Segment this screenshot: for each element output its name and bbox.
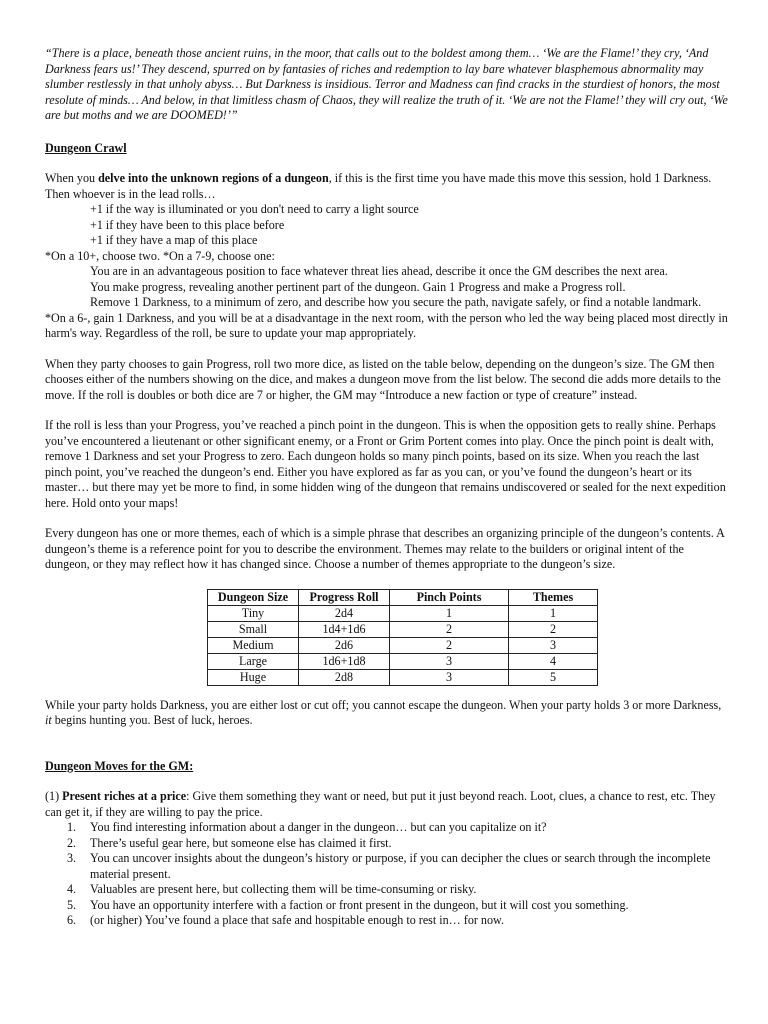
list-item-number: 5. [67, 897, 77, 912]
pinch-point-paragraph: If the roll is less than your Progress, you’ve reached a pinch point in the dungeon. This is when the opposition gets to really shine. Perhaps you’ve encountered a lieutenant or other significant enemy, or a Front or Grim Portent comes into play. Once the pinch point is dealt with, remove 1 Darkness and set your Progress to zero. Each dungeon holds so many pinch points, based on its size. When you reach the last pinch point, you’ve reached the dungeon’s end. Either you have explored as far as you can, or you’ve found the dungeon’s heart or its master… but there may yet be more to find, in some hidden wing of the dungeon that remains undiscovered or sealed for the next expedition here. Hold onto your maps! [45, 418, 726, 510]
column-header: Progress Roll [299, 589, 390, 605]
darkness-post: begins hunting you. Best of luck, heroes. [51, 713, 253, 727]
roll-bonus-item: +1 if the way is illuminated or you don't need to carry a light source [90, 202, 419, 216]
table-cell: Tiny [208, 605, 299, 621]
table-cell: 1d6+1d8 [299, 653, 390, 669]
table-cell: 4 [509, 653, 598, 669]
failure-result-paragraph: *On a 6-, gain 1 Darkness, and you will be at a disadvantage in the next room, with the person who led the way being placed most directly in harm's way. Regardless of the roll, be sure to update your map appropriately. [45, 310, 728, 340]
table-cell: Large [208, 653, 299, 669]
table-cell: 2d4 [299, 605, 390, 621]
table-cell: Medium [208, 637, 299, 653]
table-cell: Huge [208, 669, 299, 685]
darkness-it: it [45, 713, 52, 727]
table-cell: 2d8 [299, 669, 390, 685]
list-item [45, 913, 728, 929]
table-row [208, 621, 598, 637]
choice-item: You make progress, revealing another pertinent part of the dungeon. Gain 1 Progress and make a Progress roll. [90, 279, 626, 294]
section-heading-dungeon-crawl: Dungeon Crawl [45, 140, 127, 155]
table-row [208, 669, 598, 685]
gm-move-number: (1) [45, 789, 63, 803]
dungeon-size-table [207, 589, 598, 686]
list-item-text: Valuables are present here, but collecting them will be time-consuming or risky. [90, 882, 477, 896]
darkness-pre: While your party holds Darkness, you are either lost or cut off; you cannot escape the dungeon. When your party holds 3 or more Darkness, [45, 697, 722, 712]
table-row [208, 637, 598, 653]
list-item-text: (or higher) You’ve found a place that safe and hospitable enough to rest in… for now. [90, 913, 504, 927]
list-item [45, 851, 728, 882]
table-cell: 2 [509, 621, 598, 637]
table-cell: 3 [390, 653, 509, 669]
table-cell: 3 [390, 669, 509, 685]
table-cell: 2 [390, 621, 509, 637]
progress-paragraph: When they party chooses to gain Progress, roll two more dice, as listed on the table below, depending on the dungeon’s size. The GM then chooses either of the numbers showing on the dice, and makes a dungeon move from the list below. The second die adds more details to the move. If the roll is doubles or both dice are 7 or higher, the GM may “Introduce a new faction or type of creature” instead. [45, 356, 721, 402]
move-trigger-pre: When you [45, 171, 99, 185]
choice-item: Remove 1 Darkness, to a minimum of zero, and describe how you secure the path, navigate safely, or find a notable landmark. [90, 295, 702, 309]
gm-move-title: Present riches at a price [62, 789, 187, 803]
table-cell: 5 [509, 669, 598, 685]
roll-bonus-item: +1 if they have been to this place before [90, 217, 285, 232]
list-item-number: 4. [67, 882, 77, 896]
table-row [208, 653, 598, 669]
table-cell: Small [208, 621, 299, 637]
intro-quote: “There is a place, beneath those ancient ruins, in the moor, that calls out to the boldest among them… ‘We are the Flame!’ they cry, ‘And Darkness fears us!’ They descend, spurred on by fantasies of riches and redemption to lay bare whatever blasphemous abnormality may slumber restlessly in that unholy abyss… But Darkness is insidious. Terror and Madness can find cracks in the sturdiest of honors, the most resolute of minds… And below, in that limitless chasm of Chaos, they will realize the truth of it. ‘We are not the Flame!’ they will cry out, ‘We are but moths and we are DOOMED!’” [45, 46, 728, 122]
list-item-number: 2. [67, 835, 77, 850]
list-item-text: There’s useful gear here, but someone else has claimed it first. [90, 835, 392, 850]
list-item-number: 3. [67, 851, 77, 865]
column-header: Pinch Points [390, 589, 509, 605]
gm-move-paragraph [45, 789, 728, 820]
column-header: Themes [509, 589, 598, 605]
section-heading-gm-moves: Dungeon Moves for the GM: [45, 758, 194, 773]
column-header: Dungeon Size [208, 589, 299, 605]
table-cell: 2d6 [299, 637, 390, 653]
list-item-text: You have an opportunity interfere with a faction or front present in the dungeon, but it will cost you something. [90, 897, 629, 912]
table-cell: 3 [509, 637, 598, 653]
move-trigger-bold: delve into the unknown regions of a dungeon [98, 171, 329, 185]
list-item [45, 836, 728, 852]
list-item-number: 1. [67, 820, 77, 834]
list-item [45, 898, 728, 914]
table-header-row [208, 589, 598, 605]
roll-bonus-item: +1 if they have a map of this place [90, 233, 258, 247]
table-cell: 1 [509, 605, 598, 621]
themes-paragraph: Every dungeon has one or more themes, each of which is a simple phrase that describes an organizing principle of the dungeon’s contents. A dungeon’s theme is a reference point for you to describe the environment. Themes may relate to the builders or original intent of the dungeon, or they may reflect how it has changed since. Choose a number of themes appropriate to the dungeon’s size. [45, 526, 725, 571]
move-trigger-paragraph [45, 171, 728, 202]
list-item-text: You can uncover insights about the dungeon’s history or purpose, if you can decipher the clues or search through the incomplete material present. [90, 851, 711, 881]
gm-move-description: : Give them something they want or need, but put it just beyond reach. Loot, clues, a chance to rest, etc. They can get it, if they are willing to pay the price. [45, 789, 716, 819]
list-item-text: You find interesting information about a danger in the dungeon… but can you capitalize on it? [90, 820, 547, 834]
table-cell: 2 [390, 637, 509, 653]
table-row [208, 605, 598, 621]
darkness-paragraph [45, 698, 728, 729]
list-item-number: 6. [67, 913, 77, 927]
table-cell: 1d4+1d6 [299, 621, 390, 637]
list-item [45, 882, 728, 898]
gm-move-list [45, 820, 728, 929]
move-trigger-post: , if this is the first time you have made this move this session, hold 1 Darkness. Then whoever is in the lead rolls… [45, 171, 712, 201]
success-result-line: *On a 10+, choose two. *On a 7-9, choose one: [45, 248, 275, 263]
table-cell: 1 [390, 605, 509, 621]
list-item [45, 820, 728, 836]
choice-item: You are in an advantageous position to face whatever threat lies ahead, describe it once the GM describes the next area. [90, 264, 668, 278]
